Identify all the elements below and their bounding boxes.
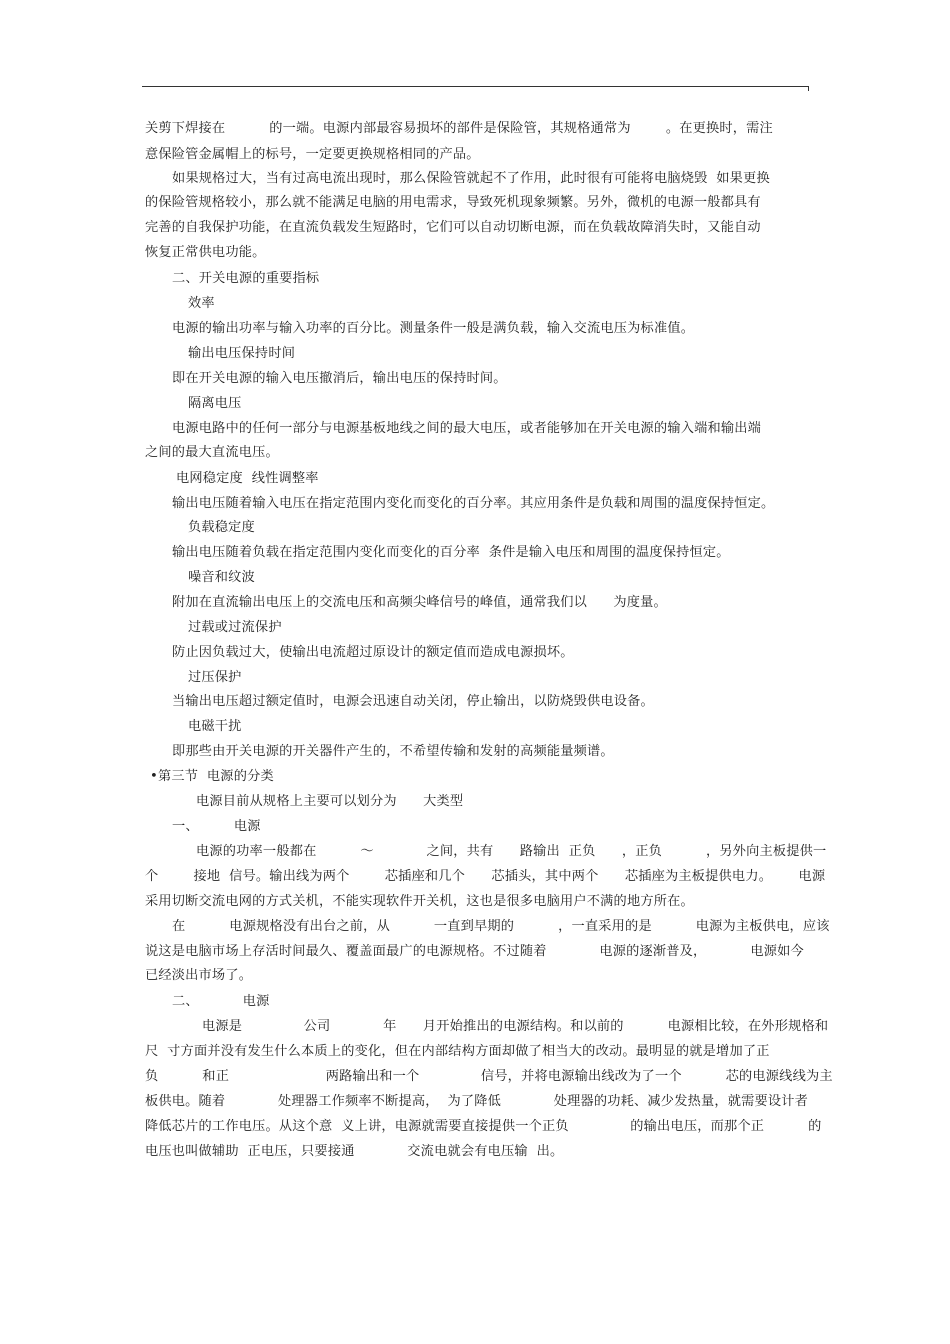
text-line: 电压也叫做辅助 正电压，只要接通 交流电就会有电压输 出。 (145, 1144, 564, 1159)
text-line: 过载或过流保护 (188, 620, 282, 635)
text-line: 输出电压随着负载在指定范围内变化而变化的百分率 条件是输入电压和周围的温度保持恒定。 (172, 545, 730, 560)
text-line: 的保险管规格较小，那么就不能满足电脑的用电需求，导致死机现象频繁。另外，微机的电源一般都具有 (145, 195, 761, 210)
text-line: 降低芯片的工作电压。从这个意 义上讲，电源就需要直接提供一个正负 的输出电压，而那个正 的 (145, 1119, 822, 1134)
text-line: 恢复正常供电功能。 (145, 245, 266, 260)
header-rule-tick (808, 86, 809, 91)
text-line: 说这是电脑市场上存活时间最久、覆盖面最广的电源规格。不过随着 电源的逐渐普及， 电源如今 (145, 944, 804, 959)
text-line: 负 和正 两路输出和一个 信号，并将电源输出线改为了一个 芯的电源线线为主 (145, 1069, 833, 1084)
text-line: 采用切断交流电网的方式关机，不能实现软件开关机，这也是很多电脑用户不满的地方所在。 (145, 894, 694, 909)
text-line: 当输出电压超过额定值时，电源会迅速自动关闭，停止输出，以防烧毁供电设备。 (172, 694, 654, 709)
text-line: 一、 电源 (172, 819, 261, 834)
text-line: 即那些由开关电源的开关器件产生的，不希望传输和发射的高频能量频谱。 (172, 744, 614, 759)
text-line: 如果规格过大，当有过高电流出现时，那么保险管就起不了作用，此时很有可能将电脑烧毁 如果更换 (172, 171, 770, 186)
text-line: 输出电压随着输入电压在指定范围内变化而变化的百分率。其应用条件是负载和周围的温度保持恒定。 (172, 496, 775, 511)
text-line: 关剪下焊接在 的一端。电源内部最容易损坏的部件是保险管，其规格通常为 。在更换时，需注 (145, 121, 773, 136)
text-line: 隔离电压 (188, 396, 242, 411)
text-line: 意保险管金属帽上的标号，一定要更换规格相同的产品。 (145, 147, 480, 162)
text-line: 完善的自我保护功能，在直流负载发生短路时，它们可以自动切断电源，而在负载故障消失时，又能自动 (145, 220, 761, 235)
text-line: 二、开关电源的重要指标 (172, 271, 320, 286)
text-line: 尺 寸方面并没有发生什么本质上的变化，但在内部结构方面却做了相当大的改动。最明显的就是增加了正 (145, 1044, 770, 1059)
text-line: 电网稳定度 线性调整率 (176, 471, 319, 486)
text-line: 电源的功率一般都在 ～ 之间，共有 路输出 正负 ，正负 ，另外向主板提供一 (196, 844, 827, 859)
text-line: 输出电压保持时间 (188, 346, 296, 361)
text-line: 电源是 公司 年 月开始推出的电源结构。和以前的 电源相比较，在外形规格和 (202, 1019, 829, 1034)
text-line: 附加在直流输出电压上的交流电压和高频尖峰信号的峰值，通常我们以 为度量。 (172, 595, 667, 610)
text-line: 已经淡出市场了。 (145, 968, 253, 983)
text-line: 负载稳定度 (188, 520, 255, 535)
text-line: 噪音和纹波 (188, 570, 255, 585)
text-line: 电源目前从规格上主要可以划分为 大类型 (196, 794, 464, 809)
header-rule (142, 86, 809, 87)
text-line: 板供电。随着 处理器工作频率不断提高， 为了降低 处理器的功耗、减少发热量，就需要设计者 (145, 1094, 809, 1109)
text-line: 效率 (188, 296, 215, 311)
text-line: 电源电路中的任何一部分与电源基板地线之间的最大电压，或者能够加在开关电源的输入端和输出端 (172, 421, 762, 436)
text-line: 在 电源规格没有出台之前，从 一直到早期的 ，一直采用的是 电源为主板供电，应该 (172, 919, 830, 934)
text-line: 个 接地 信号。输出线为两个 芯插座和几个 芯插头，其中两个 芯插座为主板提供电力。 电源 (145, 869, 826, 884)
text-line: 防止因负载过大，使输出电流超过原设计的额定值而造成电源损坏。 (172, 645, 574, 660)
text-line: 即在开关电源的输入电压撤消后，输出电压的保持时间。 (172, 371, 507, 386)
text-line: 过压保护 (188, 670, 242, 685)
text-line: 电磁干扰 (188, 719, 242, 734)
text-line: 二、 电源 (172, 994, 270, 1009)
text-line: 之间的最大直流电压。 (145, 445, 279, 460)
text-line: 电源的输出功率与输入功率的百分比。测量条件一般是满负载，输入交流电压为标准值。 (172, 321, 695, 336)
text-line: •第三节 电源的分类 (150, 769, 274, 784)
